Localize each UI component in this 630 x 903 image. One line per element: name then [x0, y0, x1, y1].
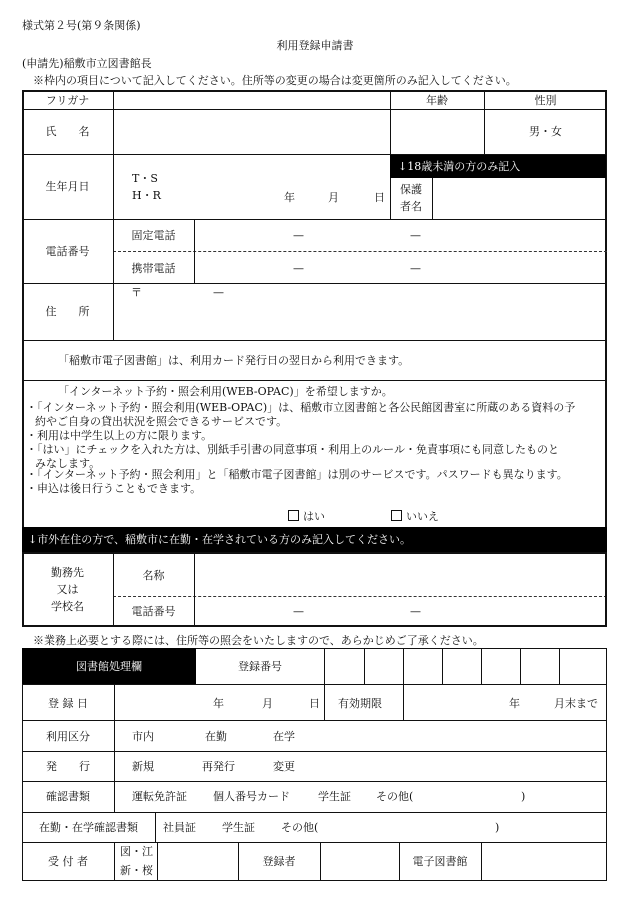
wd-other-close: ): [495, 821, 500, 834]
dob-day: 日: [374, 191, 385, 204]
minor-note-bar: [390, 155, 606, 178]
workplace-name-label: 名称: [142, 569, 165, 582]
issue-reissue[interactable]: 再発行: [202, 760, 235, 773]
id-other-close: ): [521, 790, 526, 803]
branch-2: 新・桜: [120, 864, 153, 877]
issue-new[interactable]: 新規: [132, 760, 154, 773]
nonresident-note: ↓市外在住の方で、稲敷市に在勤・在学されている方のみ記入してください。: [28, 533, 411, 546]
opac-question: 「インターネット予約・照会利用(WEB-OPAC)」を希望しますか。: [58, 385, 393, 398]
landline-label: 固定電話: [131, 229, 176, 242]
workplace-label-3: 学校名: [51, 600, 84, 613]
opac-bullet-4: ・「インターネット予約・照会利用」と「稲敷市電子図書館」は別のサービスです。パスワードも異なります。: [26, 468, 568, 481]
expiry-month-end: 月末まで: [554, 697, 598, 710]
era-hr[interactable]: H・R: [132, 189, 161, 202]
workplace-phone-label: 電話番号: [131, 605, 176, 618]
dob-month: 月: [328, 191, 339, 204]
address-field[interactable]: [115, 300, 605, 338]
guardian-label-2: 者名: [400, 200, 422, 213]
office-header: 図書館処理欄: [76, 660, 142, 673]
category-city[interactable]: 市内: [132, 730, 154, 743]
guardian-name-field[interactable]: [434, 180, 605, 218]
mobile-label: 携帯電話: [131, 262, 176, 275]
furigana-field[interactable]: [115, 92, 388, 108]
no-checkbox[interactable]: [391, 510, 402, 521]
name-field[interactable]: [115, 111, 388, 153]
expiry-year: 年: [509, 697, 520, 710]
reg-year: 年: [213, 697, 224, 710]
address-label: 住 所: [45, 305, 90, 318]
privacy-note: ※業務上必要とする際には、住所等の照会をいたしますので、あらかじめご了承ください。: [33, 634, 484, 647]
ebook-label: 電子図書館: [412, 855, 468, 868]
postal-mark: 〒: [131, 286, 142, 299]
reg-day: 日: [309, 697, 320, 710]
issue-label: 発 行: [46, 760, 90, 773]
yes-checkbox[interactable]: [288, 510, 299, 521]
recipient: (申請先)稲敷市立図書館長: [22, 57, 152, 70]
workplace-dash-2: —: [410, 605, 421, 618]
wd-student[interactable]: 学生証: [222, 821, 255, 834]
name-label: 氏 名: [45, 125, 90, 138]
wd-other[interactable]: その他(: [281, 821, 319, 834]
instruction: ※枠内の項目について記入してください。住所等の変更の場合は変更箇所のみ記入してください。: [33, 74, 517, 87]
expiry-label: 有効期限: [338, 697, 382, 710]
yes-label: はい: [303, 510, 325, 523]
opac-bullet-1b: 約やご自身の貸出状況を照会できるサービスです。: [35, 415, 288, 428]
opac-yes-option[interactable]: [288, 510, 325, 523]
postal-dash: —: [213, 286, 224, 299]
id-mynumber[interactable]: 個人番号カード: [213, 790, 290, 803]
opac-bullet-3a: ・「はい」にチェックを入れた方は、別紙手引書の同意事項・利用上のルール・免責事項にも同意したものと: [26, 443, 559, 456]
mobile-dash-2: —: [410, 262, 421, 275]
office-header-bar: [22, 648, 196, 684]
dob-year: 年: [284, 191, 295, 204]
id-docs-label: 確認書類: [46, 790, 90, 803]
wd-employee[interactable]: 社員証: [163, 821, 196, 834]
opac-bullet-1a: ・「インターネット予約・照会利用(WEB-OPAC)」は、稲敷市立図書館と各公民館図書室に所蔵のある資料の予: [26, 401, 576, 414]
form-number: 様式第２号(第９条関係): [22, 19, 141, 32]
minor-note: ↓18歳未満の方のみ記入: [398, 160, 521, 173]
age-field[interactable]: [392, 111, 482, 153]
phone-label: 電話番号: [45, 245, 90, 258]
age-label: 年齢: [426, 94, 448, 107]
reg-date-label: 登 録 日: [48, 697, 88, 710]
id-other[interactable]: その他(: [376, 790, 414, 803]
work-docs-label: 在勤・在学確認書類: [39, 821, 138, 834]
gender-options[interactable]: 男・女: [529, 125, 562, 138]
dob-label: 生年月日: [45, 180, 90, 193]
reg-month: 月: [262, 697, 273, 710]
furigana-label: フリガナ: [45, 94, 90, 107]
registrar-label: 登録者: [262, 855, 296, 868]
category-school[interactable]: 在学: [273, 730, 295, 743]
opac-bullet-5: ・申込は後日行うこともできます。: [26, 482, 202, 495]
receiver-label: 受 付 者: [48, 855, 88, 868]
guardian-label-1: 保護: [400, 183, 422, 196]
landline-dash-1: —: [293, 229, 304, 242]
opac-bullet-3b: みなします。: [35, 457, 101, 470]
opac-no-option[interactable]: [391, 510, 439, 523]
gender-label: 性別: [534, 94, 557, 107]
landline-dash-2: —: [410, 229, 421, 242]
ebook-note: 「稲敷市電子図書館」は、利用カード発行日の翌日から利用できます。: [58, 354, 410, 367]
nonresident-bar: [22, 527, 607, 552]
workplace-label-1: 勤務先: [51, 566, 84, 579]
opac-bullet-2: ・利用は中学生以上の方に限ります。: [26, 429, 213, 442]
workplace-label-2: 又は: [56, 583, 79, 596]
issue-change[interactable]: 変更: [273, 760, 295, 773]
category-label: 利用区分: [46, 730, 90, 743]
era-ts[interactable]: T・S: [132, 172, 158, 185]
category-work[interactable]: 在勤: [205, 730, 227, 743]
mobile-dash-1: —: [293, 262, 304, 275]
branch-1: 図・江: [120, 845, 153, 858]
reg-number-label: 登録番号: [238, 660, 282, 673]
form-title: 利用登録申請書: [276, 39, 354, 52]
no-label: いいえ: [406, 510, 439, 523]
id-student[interactable]: 学生証: [318, 790, 351, 803]
id-license[interactable]: 運転免許証: [132, 790, 187, 803]
workplace-dash-1: —: [293, 605, 304, 618]
workplace-frame: [22, 553, 607, 627]
